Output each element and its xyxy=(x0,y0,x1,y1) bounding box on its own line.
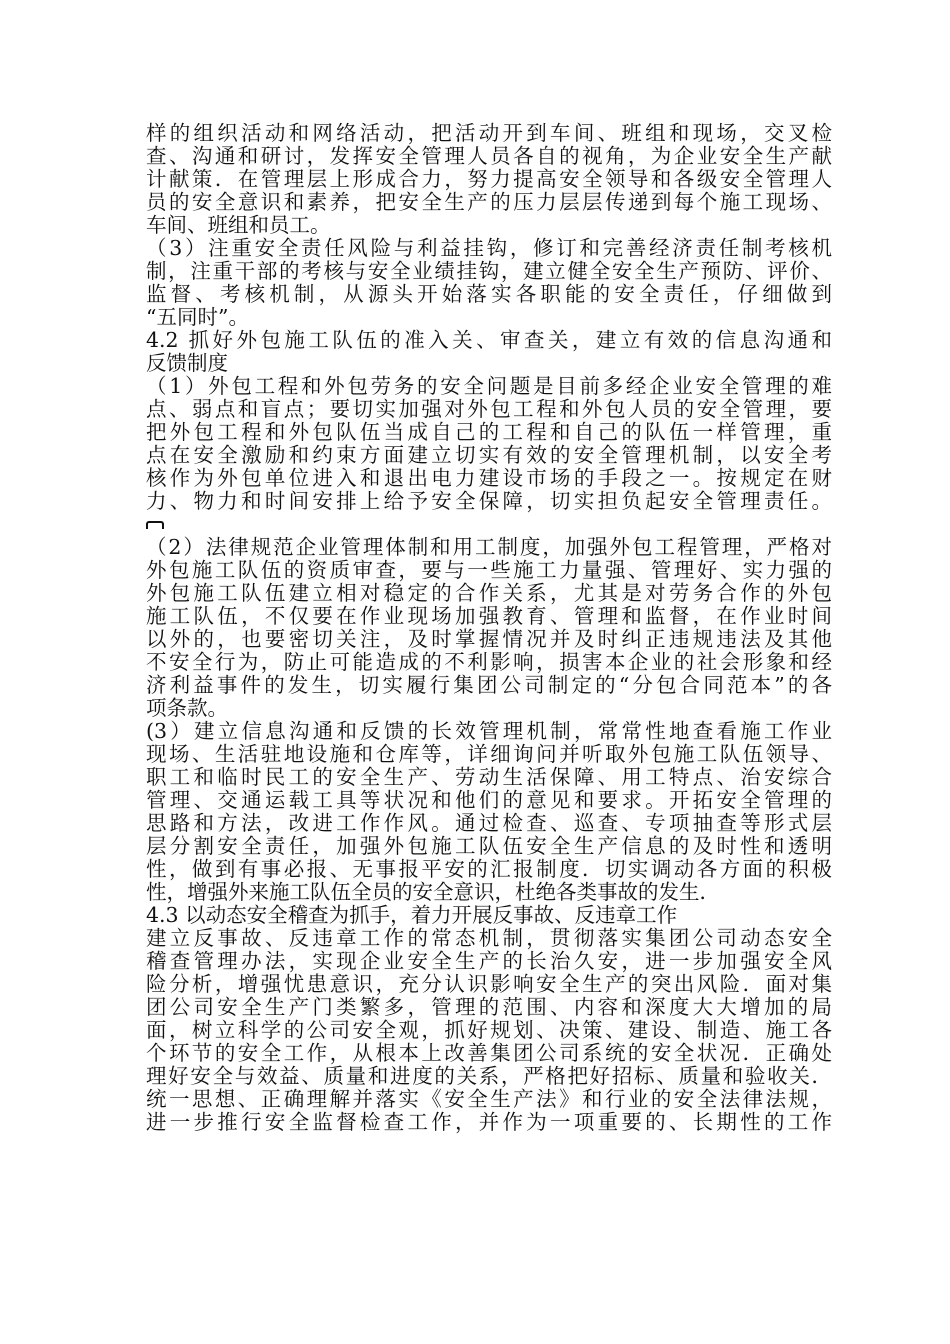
section-heading-4-2: 4.2 抓好外包施工队伍的准入关、审查关，建立有效的信息沟通和 xyxy=(146,328,832,352)
text-line: 面，树立科学的公司安全观，抓好规划、决策、建设、制造、施工各 xyxy=(146,1018,832,1042)
text-line: 计献策．在管理层上形成合力，努力提高安全领导和各级安全管理人 xyxy=(146,167,832,191)
text-line: 外包施工队伍的资质审查，要与一些施工力量强、管理好、实力强的 xyxy=(146,558,832,582)
section-heading-4-2-cont: 反馈制度 xyxy=(146,351,228,375)
text-line: 点在安全激励和约束方面建立切实有效的安全管理机制，以安全考 xyxy=(146,443,832,467)
text-line: 核作为外包单位进入和退出电力建设市场的手段之一。按规定在财 xyxy=(146,466,832,490)
text-line: 点、弱点和盲点；要切实加强对外包工程和外包人员的安全管理，要 xyxy=(146,397,832,421)
text-line: 查、沟通和研讨，发挥安全管理人员各自的视角，为企业安全生产献 xyxy=(146,144,832,168)
text-line: 样的组织活动和网络活动，把活动开到车间、班组和现场，交叉检 xyxy=(146,121,832,145)
text-line: 个环节的安全工作，从根本上改善集团公司系统的安全状况．正确处 xyxy=(146,1041,832,1065)
text-line: 制，注重干部的考核与安全业绩挂钩，建立健全安全生产预防、评价、 xyxy=(146,259,832,283)
text-line: “五同时”。 xyxy=(146,305,249,329)
text-line: 建立反事故、反违章工作的常态机制，贯彻落实集团公司动态安全 xyxy=(146,926,832,950)
document-body xyxy=(146,122,832,1134)
text-line: 员的安全意识和素养，把安全生产的压力层层传递到每个施工现场、 xyxy=(146,190,832,214)
text-line: 监督、考核机制，从源头开始落实各职能的安全责任，仔细做到 xyxy=(146,282,832,306)
text-line: 现场、生活驻地设施和仓库等，详细询问并听取外包施工队伍领导、 xyxy=(146,742,832,766)
text-line: 性，增强外来施工队伍全员的安全意识，杜绝各类事故的发生． xyxy=(146,880,720,904)
text-line: （3）注重安全责任风险与利益挂钩，修订和完善经济责任制考核机 xyxy=(146,236,832,260)
text-line: 险分析，增强忧患意识，充分认识影响安全生产的突出风险．面对集 xyxy=(146,972,832,996)
text-line: 职工和临时民工的安全生产、劳动生活保障、用工特点、治安综合 xyxy=(146,765,832,789)
text-line: 车间、班组和员工。 xyxy=(146,213,331,237)
text-line: 外包施工队伍建立相对稳定的合作关系，尤其是对劳务合作的外包 xyxy=(146,581,832,605)
text-line: 思路和方法，改进工作作风。通过检查、巡查、专项抽查等形式层 xyxy=(146,811,832,835)
section-heading-4-3: 4.3 以动态安全稽查为抓手，着力开展反事故、反违章工作 xyxy=(146,903,678,927)
text-line: （1）外包工程和外包劳务的安全问题是目前多经企业安全管理的难 xyxy=(146,374,832,398)
text-line: 管理、交通运载工具等状况和他们的意见和要求。开拓安全管理的 xyxy=(146,788,832,812)
text-line: 项条款。 xyxy=(146,696,228,720)
text-line: 团公司安全生产门类繁多，管理的范围、内容和深度大大增加的局 xyxy=(146,995,832,1019)
text-line: 性，做到有事必报、无事报平安的汇报制度．切实调动各方面的积极 xyxy=(146,857,832,881)
text-line: 理好安全与效益、质量和进度的关系，严格把好招标、质量和验收关． xyxy=(146,1064,832,1088)
text-line: 以外的，也要密切关注，及时掌握情况并及时纠正违规违法及其他 xyxy=(146,627,832,651)
text-line: 济利益事件的发生，切实履行集团公司制定的“分包合同范本”的各 xyxy=(146,673,832,697)
text-line: 力、物力和时间安排上给予安全保障，切实担负起安全管理责任。 xyxy=(146,489,832,513)
paragraph-mark-icon xyxy=(146,513,832,536)
text-line: 稽查管理办法，实现企业安全生产的长治久安，进一步加强安全风 xyxy=(146,949,832,973)
text-line: （2）法律规范企业管理体制和用工制度，加强外包工程管理，严格对 xyxy=(146,535,832,559)
text-line: 把外包工程和外包队伍当成自己的工程和自己的队伍一样管理，重 xyxy=(146,420,832,444)
text-line: 层分割安全责任，加强外包施工队伍安全生产信息的及时性和透明 xyxy=(146,834,832,858)
text-line: 统一思想、正确理解并落实《安全生产法》和行业的安全法律法规， xyxy=(146,1087,832,1111)
text-line: 不安全行为，防止可能造成的不利影响，损害本企业的社会形象和经 xyxy=(146,650,832,674)
text-line: 施工队伍，不仅要在作业现场加强教育、管理和监督，在作业时间 xyxy=(146,604,832,628)
text-line: (3）建立信息沟通和反馈的长效管理机制，常常性地查看施工作业 xyxy=(146,719,832,743)
text-line: 进一步推行安全监督检查工作，并作为一项重要的、长期性的工作 xyxy=(146,1110,832,1134)
